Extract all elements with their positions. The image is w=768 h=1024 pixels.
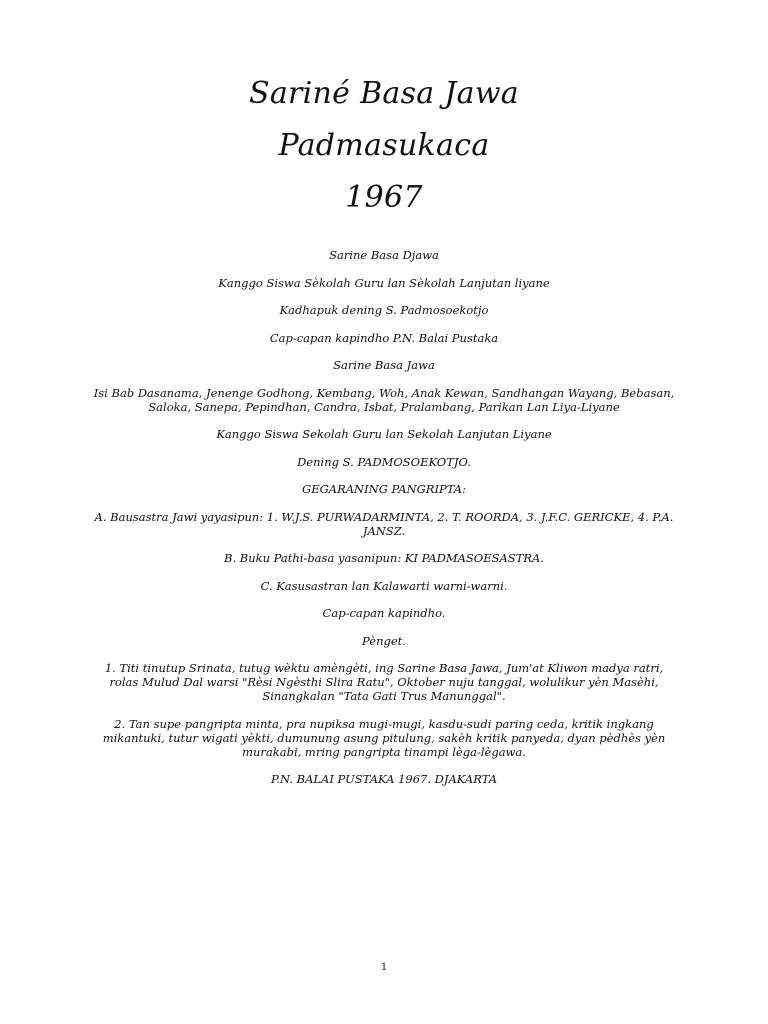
paragraph-compiler: Kadhapuk dening S. Padmosoekotjo: [279, 303, 489, 317]
paragraph-contents: Isi Bab Dasanama, Jenenge Godhong, Kembang, Woh, Anak Kewan, Sandhangan Wayang, Bebasan, Saloka, Sanepa, Pepindhan, Candra, Isbat, Pralambang, Parikan Lan Liya-Liyane: [93, 385, 675, 414]
paragraph-author: Dening S. PADMOSOEKOTJO.: [297, 454, 471, 469]
paragraph-note-2: 2. Tan supe pangripta minta, pra nupiksa mugi-mugi, kasdu-sudi paring ceda, kritik ingkang mikantuki, tutur wigati yèkti, dumunung asung pitulung, sakèh kritik panyeda, dyan pèdhès yèn murakabi, mring pangripta tinampi lèga-lègawa.: [102, 716, 666, 759]
paragraph-original-title: Sarine Basa Djawa: [329, 248, 439, 262]
paragraph-publisher: P.N. BALAI PUSTAKA 1967. DJAKARTA: [270, 772, 498, 786]
paragraph-source-a: A. Bausastra Jawi yayasipun: 1. W.J.S. PURWADARMINTA, 2. T. ROORDA, 3. J.F.C. GERICKE, 4. P.A. JANSZ.: [94, 509, 674, 538]
paragraph-second-print: Cap-capan kapindho.: [322, 606, 446, 620]
paragraph-sources-heading: GEGARANING PANGRIPTA:: [302, 482, 466, 496]
paragraph-source-c: C. Kasusastran lan Kalawarti warni-warni.: [260, 578, 508, 593]
paragraph-note-heading: Pènget.: [362, 633, 406, 648]
title-line-2: Padmasukaca: [278, 128, 490, 163]
title-line-1: Sariné Basa Jawa: [248, 76, 519, 111]
paragraph-edition: Cap-capan kapindho P.N. Balai Pustaka: [269, 330, 499, 345]
paragraph-book-title: Sarine Basa Jawa: [333, 358, 435, 372]
paragraph-audience: Kanggo Siswa Sèkolah Guru lan Sèkolah Lanjutan liyane: [218, 275, 550, 290]
paragraph-audience-2: Kanggo Siswa Sekolah Guru lan Sekolah Lanjutan Liyane: [216, 427, 552, 441]
paragraph-source-b: B. Buku Pathi-basa yasanipun: KI PADMASOESASTRA.: [224, 551, 544, 565]
title-year: 1967: [345, 180, 423, 215]
title-block: [0, 68, 768, 224]
page-number: 1: [380, 962, 388, 973]
paragraph-note-1: 1. Titi tinutup Srinata, tutug wèktu amèngèti, ing Sarine Basa Jawa, Jum'at Kliwon madya ratri, rolas Mulud Dal warsi "Rèsi Ngèsthi Slira Ratu", Oktober nuju tanggal, wolulikur yèn Masèhi, Sinangkalan "Tata Gati Trus Manunggal".: [104, 661, 664, 703]
body-text: [92, 248, 676, 800]
